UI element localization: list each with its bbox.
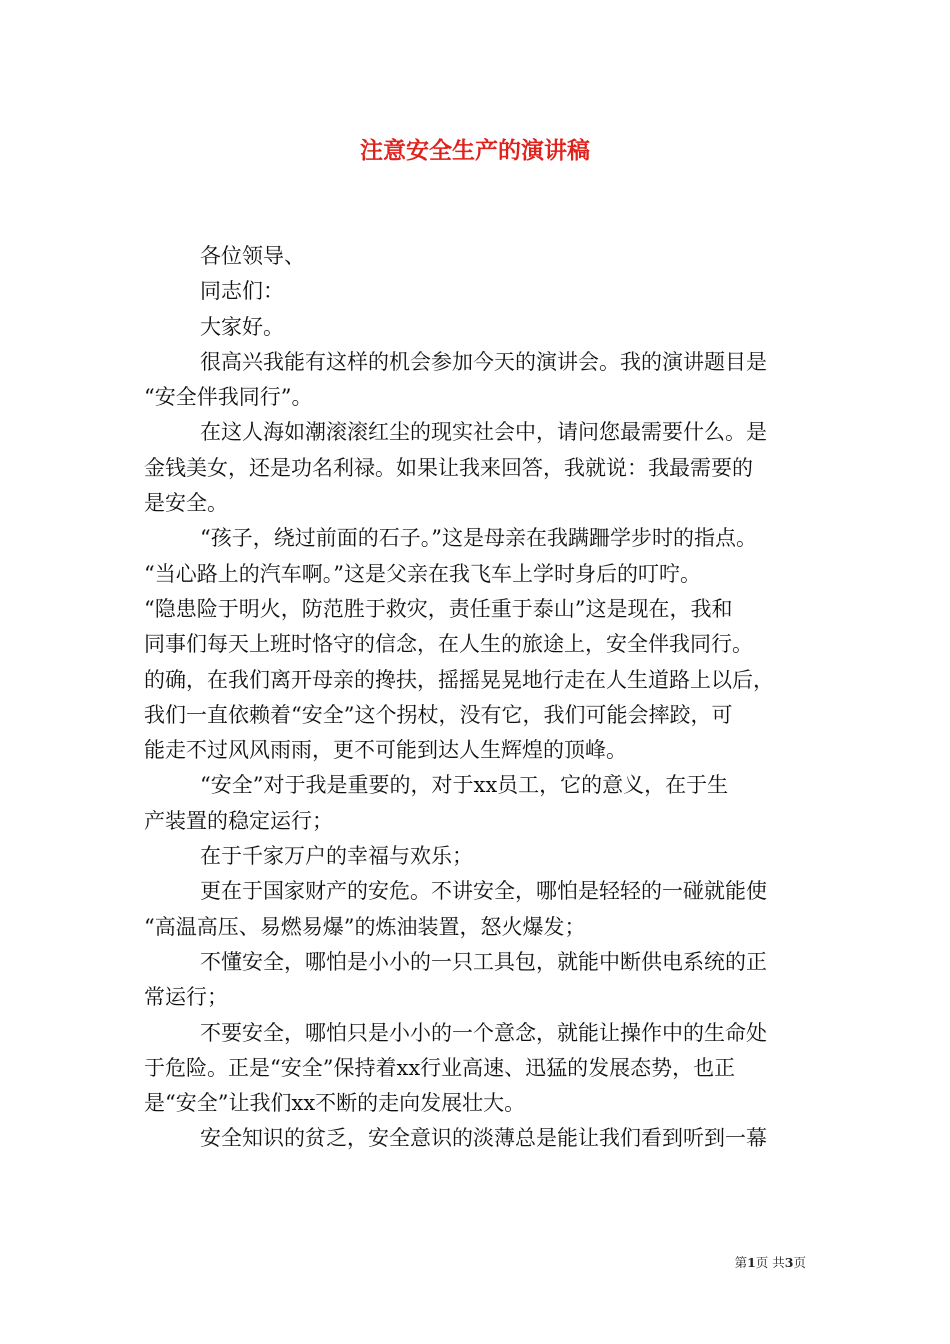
text-line: 各位领导、 bbox=[200, 244, 305, 268]
page-footer bbox=[0, 1254, 806, 1272]
text-line: 于危险。正是“安全”保持着xx行业高速、迅猛的发展态势，也正 bbox=[144, 1055, 736, 1080]
document-title: 注意安全生产的演讲稿 bbox=[360, 137, 590, 164]
text-line: 同事们每天上班时恪守的信念，在人生的旅途上，安全伴我同行。 bbox=[144, 632, 753, 657]
text-line: 是安全。 bbox=[144, 491, 228, 516]
text-line: 同志们： bbox=[200, 279, 284, 304]
text-line: 不懂安全，哪怕是小小的一只工具包，就能中断供电系统的正 bbox=[200, 949, 767, 974]
footer-suffix: 页 bbox=[793, 1255, 806, 1270]
text-line: 不要安全，哪怕只是小小的一个意念，就能让操作中的生命处 bbox=[200, 1020, 767, 1045]
text-line: “安全伴我同行”。 bbox=[144, 385, 313, 410]
footer-middle: 页 共 bbox=[755, 1255, 785, 1270]
text-line: “隐患险于明火，防范胜于救灾，责任重于泰山”这是现在，我和 bbox=[144, 596, 733, 621]
text-line: “当心路上的汽车啊。”这是父亲在我飞车上学时身后的叮咛。 bbox=[144, 561, 701, 586]
footer-total-pages: 3 bbox=[784, 1255, 794, 1270]
text-line: 很高兴我能有这样的机会参加今天的演讲会。我的演讲题目是 bbox=[200, 349, 767, 374]
text-line: 在于千家万户的幸福与欢乐； bbox=[200, 844, 473, 869]
text-line: 金钱美女，还是功名利禄。如果让我来回答，我就说：我最需要的 bbox=[144, 455, 753, 480]
text-line: 产装置的稳定运行； bbox=[144, 808, 333, 833]
text-line: 大家好。 bbox=[200, 314, 284, 339]
text-line: 的确，在我们离开母亲的搀扶，摇摇晃晃地行走在人生道路上以后， bbox=[144, 667, 774, 692]
text-line: 常运行； bbox=[144, 985, 228, 1010]
text-line: “安全”对于我是重要的，对于xx员工，它的意义，在于生 bbox=[200, 773, 729, 798]
footer-page-number: 1 bbox=[747, 1255, 756, 1270]
text-line: 是“安全”让我们xx不断的走向发展壮大。 bbox=[144, 1091, 526, 1116]
text-line: 更在于国家财产的安危。不讲安全，哪怕是轻轻的一碰就能使 bbox=[200, 879, 767, 904]
text-line: 在这人海如潮滚滚红尘的现实社会中，请问您最需要什么。是 bbox=[200, 420, 767, 445]
text-line: 能走不过风风雨雨，更不可能到达人生辉煌的顶峰。 bbox=[144, 738, 627, 763]
text-line: 安全知识的贫乏，安全意识的淡薄总是能让我们看到听到一幕 bbox=[200, 1126, 767, 1151]
text-line: 我们一直依赖着“安全”这个拐杖，没有它，我们可能会摔跤，可 bbox=[144, 702, 733, 727]
text-line: “孩子，绕过前面的石子。”这是母亲在我蹒跚学步时的指点。 bbox=[200, 526, 757, 551]
footer-prefix: 第 bbox=[734, 1255, 748, 1270]
text-line: “高温高压、易燃易爆”的炼油装置，怒火爆发； bbox=[144, 914, 586, 939]
document-body bbox=[144, 239, 810, 1157]
